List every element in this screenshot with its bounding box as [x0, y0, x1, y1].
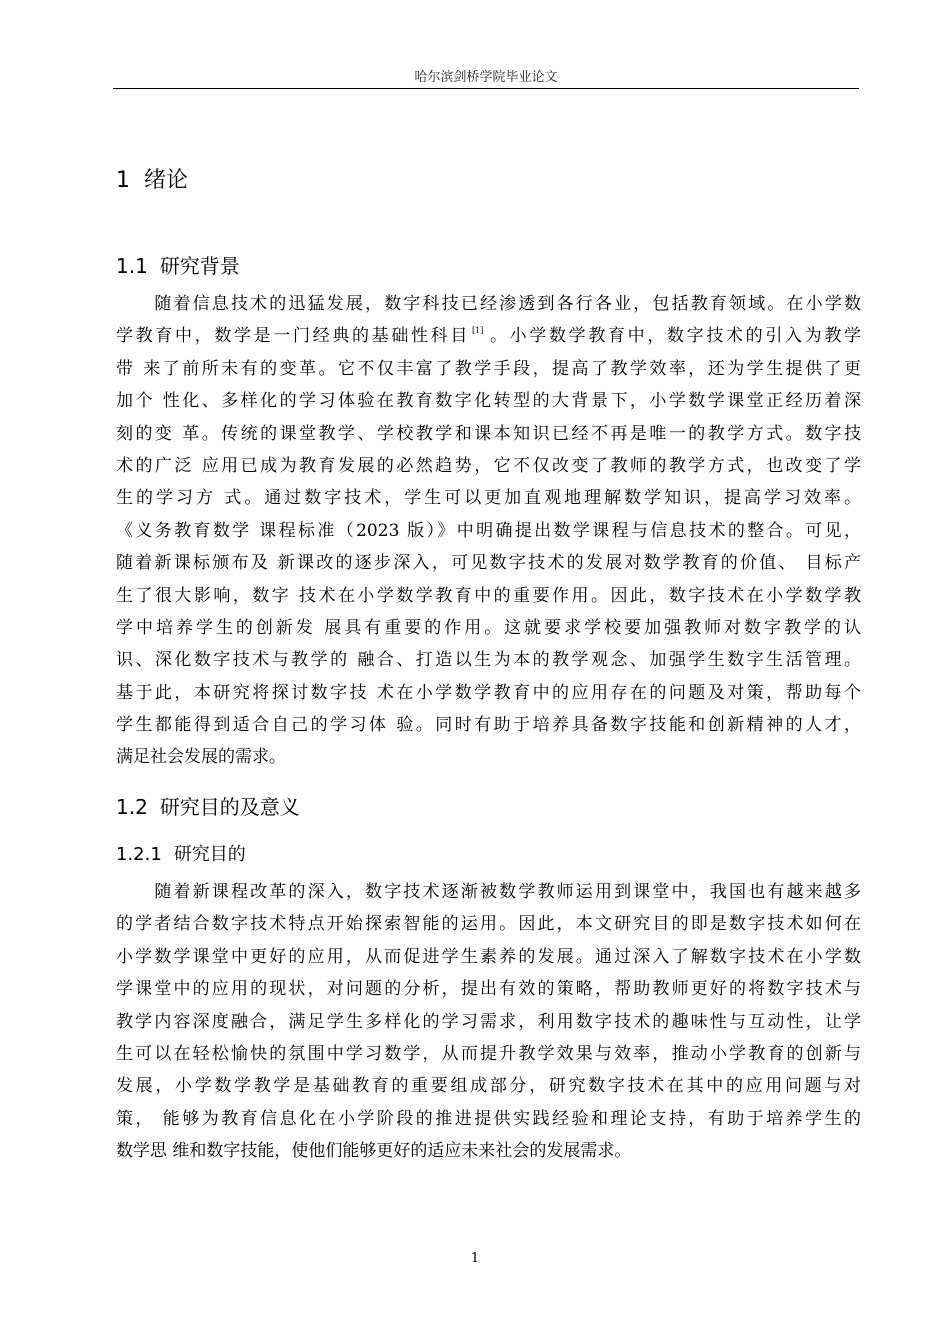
chapter-heading [116, 163, 188, 194]
paragraph-line-with-citation [116, 320, 861, 352]
paragraph-line: 识、深化数字技术与教学的 融合、打造以生为本的教学观念、加强学生数字生活管理。 [116, 650, 861, 671]
paragraph-line: 满足社会发展的需求。 [116, 747, 286, 768]
paragraph-line: 学中培养学生的创新发 展具有重要的作用。这就要求学校要加强教师对数字教学的认 [116, 617, 861, 638]
subsection-heading-1-2-1 [116, 840, 246, 866]
header-rule [113, 88, 859, 89]
paragraph-line: 加个 性化、多样化的学习体验在教育数字化转型的大背景下，小学数学课堂正经历着深 [116, 391, 861, 412]
section-title: 研究背景 [159, 254, 240, 278]
paragraph-line: 随着新课标颁布及 新课改的逐步深入，可见数字技术的发展对数学教育的价值、 目标产 [116, 553, 861, 574]
paragraph-line: 教学内容深度融合，满足学生多样化的学习需求，利用数字技术的趣味性与互动性，让学 [116, 1011, 861, 1032]
paragraph-line: 发展，小学数学教学是基础教育的重要组成部分，研究数字技术在其中的应用问题与对 [116, 1076, 861, 1097]
paragraph-line: 随着信息技术的迅猛发展，数字科技已经渗透到各行各业，包括教育领域。在小学数 [116, 294, 861, 314]
purpose-paragraph [116, 876, 861, 1168]
section-heading-1-2 [116, 791, 300, 820]
paragraph-line: 随着新课程改革的深入，数字技术逐渐被数学教师运用到课堂中，我国也有越来越多 [116, 882, 861, 902]
paragraph-line: 术的广泛 应用已成为教育发展的必然趋势，它不仅改变了教师的教学方式，也改变了学 [116, 455, 861, 476]
section-number: 1.1 [116, 254, 148, 278]
paragraph-line: 刻的变 革。传统的课堂教学、学校教学和课本知识已经不再是唯一的教学方式。数字技 [116, 423, 861, 444]
section-heading-1-1 [116, 250, 240, 279]
paragraph-line: 《义务教育数学 课程标准（2023 版）》中明确提出数学课程与信息技术的整合。可见， [116, 520, 861, 541]
paragraph-line: 基于此，本研究将探讨数字技 术在小学数学教育中的应用存在的问题及对策，帮助每个 [116, 682, 861, 703]
line-text: 。小学数学教育中，数字技术的引入为教学 [487, 326, 862, 347]
citation-ref: [1] [472, 326, 484, 336]
paragraph-line: 学生都能得到适合自己的学习体 验。同时有助于培养具备数字技能和创新精神的人才， [116, 715, 861, 736]
section-title: 研究目的及意义 [159, 795, 300, 819]
section-number: 1.2 [116, 795, 148, 819]
chapter-number: 1 [116, 168, 130, 193]
paragraph-line: 生的学习方 式。通过数字技术，学生可以更加直观地理解数学知识，提高学习效率。 [116, 488, 861, 509]
paragraph-line: 生可以在轻松愉快的氛围中学习数学，从而提升教学效果与效率，推动小学教育的创新与 [116, 1043, 861, 1064]
page-number: 1 [470, 1251, 480, 1266]
paragraph-line: 策， 能够为教育信息化在小学阶段的推进提供实践经验和理论支持，有助于培养学生的 [116, 1108, 861, 1129]
running-header: 哈尔滨剑桥学院毕业论文 [414, 70, 558, 85]
paragraph-line: 小学数学课堂中更好的应用，从而促进学生素养的发展。通过深入了解数字技术在小学数 [116, 946, 861, 967]
paragraph-line: 的学者结合数字技术特点开始探索智能的运用。因此，本文研究目的即是数字技术如何在 [116, 914, 861, 935]
paragraph-line: 带 来了前所未有的变革。它不仅丰富了教学手段，提高了教学效率，还为学生提供了更 [116, 358, 861, 379]
chapter-title: 绪论 [144, 168, 189, 193]
line-text: 学教育中，数学是一门经典的基础性科目 [116, 326, 470, 347]
paragraph-line: 数学思 维和数字技能，使他们能够更好的适应未来社会的发展需求。 [116, 1141, 632, 1162]
paragraph-line: 生了很大影响，数字 技术在小学数学教育中的重要作用。因此，数字技术在小学数学教 [116, 585, 861, 606]
paragraph-line: 学课堂中的应用的现状，对问题的分析，提出有效的策略，帮助教师更好的将数字技术与 [116, 979, 861, 1000]
subsection-number: 1.2.1 [116, 844, 162, 865]
background-paragraph [116, 288, 861, 774]
subsection-title: 研究目的 [173, 844, 246, 865]
